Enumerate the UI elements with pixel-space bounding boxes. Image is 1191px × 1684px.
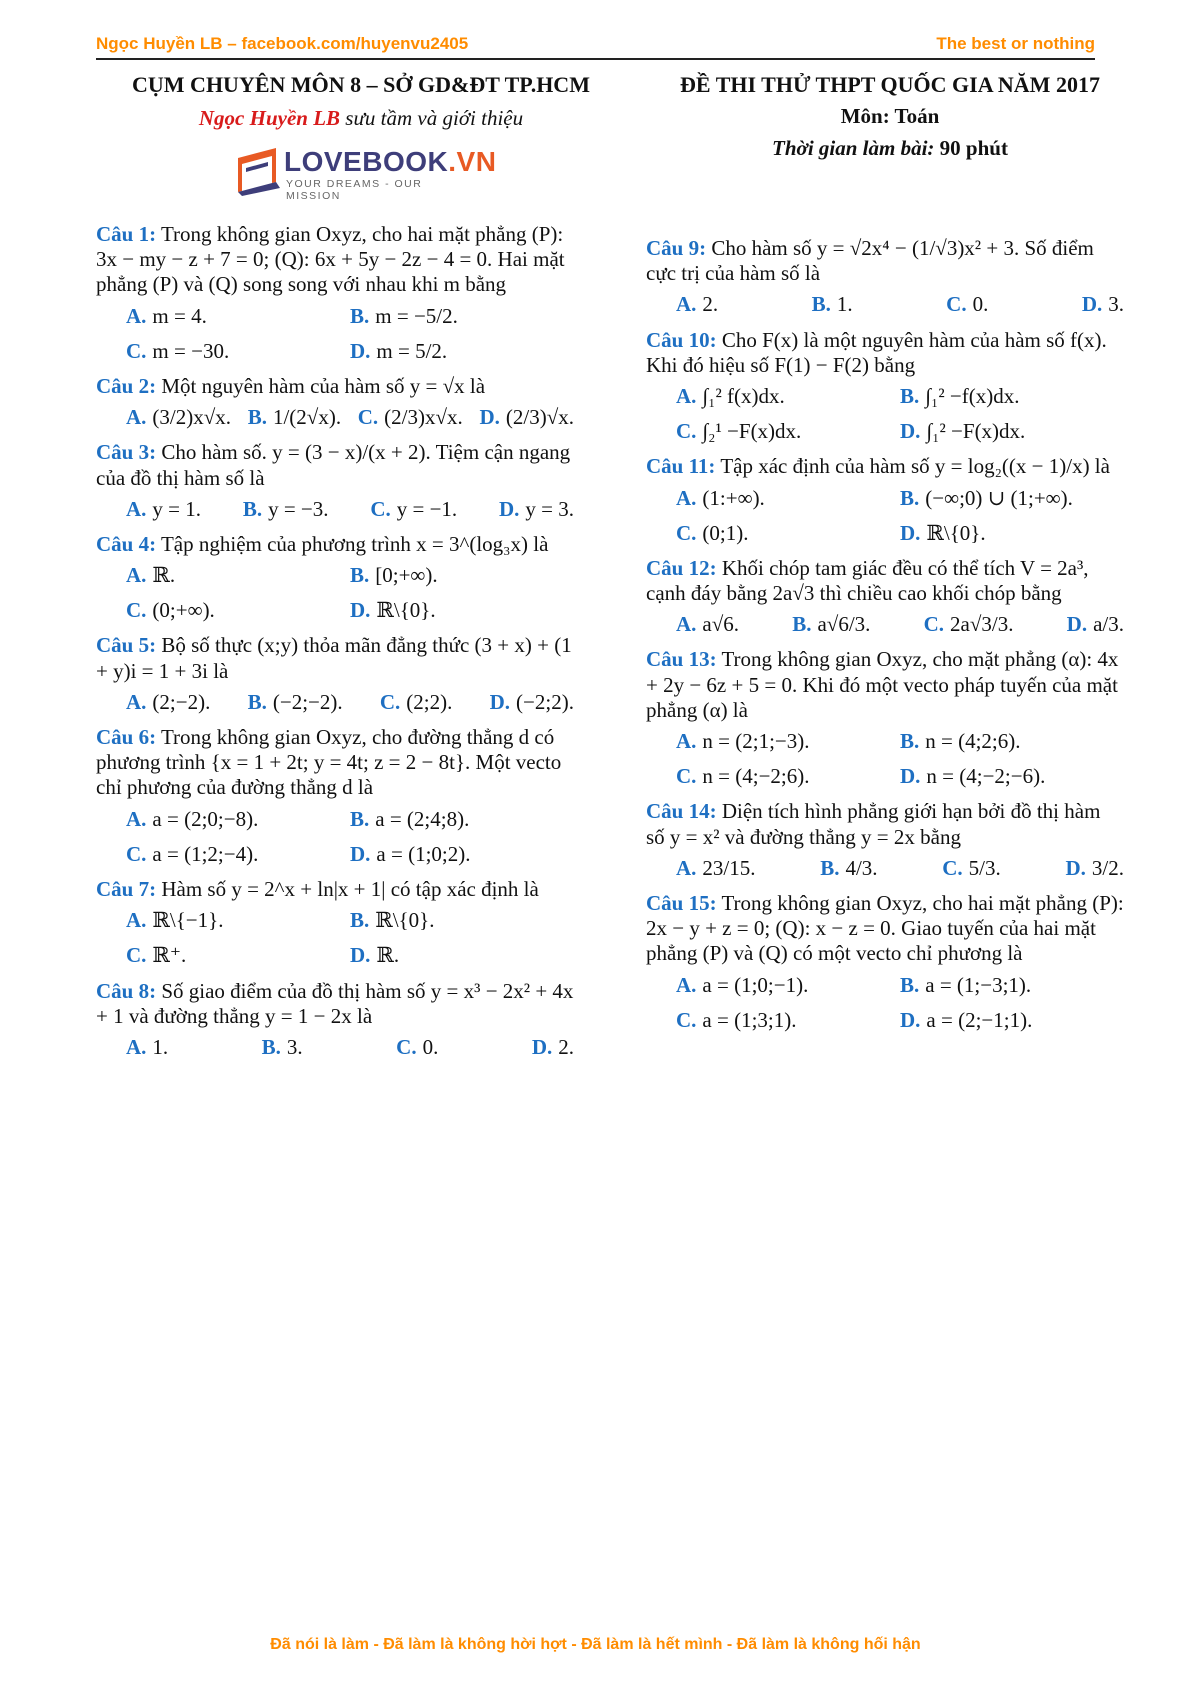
option-value: [0;+∞). xyxy=(375,563,438,588)
option-letter: C. xyxy=(126,841,147,866)
question-block xyxy=(646,556,1124,638)
option-letter: C. xyxy=(370,496,391,521)
answer-options xyxy=(646,856,1124,881)
option-value: (2;2). xyxy=(406,689,453,714)
option-value: a = (2;−1;1). xyxy=(926,1007,1033,1032)
logo-wordmark: LOVEBOOK.VN xyxy=(284,146,497,177)
option-letter: A. xyxy=(676,729,697,753)
question-label: Câu 10: xyxy=(646,327,717,352)
answer-option[interactable] xyxy=(126,908,350,933)
question-block xyxy=(646,647,1124,789)
option-value: y = −3. xyxy=(268,496,329,521)
option-letter: C. xyxy=(676,520,697,545)
question-stem: Bộ số thực (x;y) thỏa mãn đẳng thức (3 + x) + (1 + y)i = 1 + 3i là xyxy=(96,633,572,683)
question-label: Câu 5: xyxy=(96,633,157,658)
option-value: (2/3)√x. xyxy=(505,405,574,430)
option-letter: D. xyxy=(1081,292,1103,317)
answer-option[interactable] xyxy=(380,690,453,715)
option-value: 3. xyxy=(1108,292,1124,317)
answer-options xyxy=(96,1035,574,1060)
option-letter: D. xyxy=(900,520,921,545)
option-value: ℝ\{0}. xyxy=(376,598,436,623)
option-value: 2. xyxy=(558,1034,574,1059)
option-letter: B. xyxy=(900,485,920,510)
question-text xyxy=(96,374,574,399)
option-value: a = (2;4;8). xyxy=(375,806,470,831)
answer-options xyxy=(96,690,574,715)
option-letter: D. xyxy=(900,764,921,789)
answer-option[interactable] xyxy=(900,764,1124,789)
answer-option[interactable] xyxy=(676,384,900,409)
option-value: 3/2. xyxy=(1091,855,1124,880)
option-letter: A. xyxy=(126,689,147,714)
answer-option[interactable] xyxy=(532,1035,574,1060)
option-value: (2/3)x√x. xyxy=(384,405,463,430)
option-value: a/3. xyxy=(1093,612,1124,637)
option-value: y = −1. xyxy=(396,496,458,521)
option-letter: D. xyxy=(531,1034,553,1059)
exam-cluster-title: CỤM CHUYÊN MÔN 8 – SỞ GD&ĐT TP.HCM xyxy=(132,72,590,97)
option-value: n = (4;−2;−6). xyxy=(926,764,1046,789)
answer-option[interactable] xyxy=(676,1008,900,1033)
answer-option[interactable] xyxy=(820,856,877,881)
option-letter: A. xyxy=(126,405,147,430)
option-value: a = (2;0;−8). xyxy=(152,806,259,831)
option-letter: D. xyxy=(350,338,371,363)
option-letter: C. xyxy=(357,405,379,430)
answer-option[interactable] xyxy=(792,612,870,637)
question-stem: Trong không gian Oxyz, cho đường thẳng d có phương trình {x = 1 + 2t; y = 4t; z = 2 − 8t}. Một vecto chỉ phương của đường thẳng d là xyxy=(96,725,562,800)
option-letter: A. xyxy=(676,855,697,880)
question-label: Câu 3: xyxy=(96,440,157,465)
right-question-column xyxy=(646,236,1124,1043)
answer-option[interactable] xyxy=(126,1035,168,1060)
question-label: Câu 9: xyxy=(646,236,707,260)
question-text xyxy=(646,556,1124,606)
option-value: a = (1;3;1). xyxy=(702,1007,797,1032)
answer-option[interactable] xyxy=(248,405,341,430)
question-text xyxy=(96,725,574,801)
question-text xyxy=(646,647,1124,723)
question-label: Câu 12: xyxy=(646,555,717,580)
option-value: a = (1;2;−4). xyxy=(152,841,259,866)
question-text xyxy=(96,877,574,902)
option-letter: C. xyxy=(676,419,697,444)
option-value: a√6/3. xyxy=(817,612,871,637)
answer-option[interactable] xyxy=(126,807,350,832)
option-letter: B. xyxy=(350,563,370,588)
question-stem: Cho hàm số. y = (3 − x)/(x + 2). Tiệm cận ngang của đồ thị hàm số là xyxy=(96,440,571,490)
option-value: ℝ. xyxy=(152,563,176,588)
answer-option[interactable] xyxy=(946,292,988,317)
option-letter: C. xyxy=(396,1034,417,1059)
option-letter: A. xyxy=(126,806,147,831)
option-value: m = −30. xyxy=(152,338,230,363)
option-letter: A. xyxy=(676,292,697,317)
answer-option[interactable] xyxy=(676,764,900,789)
option-value: (−∞;0) ∪ (1;+∞). xyxy=(925,485,1073,510)
left-question-column xyxy=(96,222,574,1070)
book-logo-icon xyxy=(236,144,282,196)
question-block xyxy=(646,891,1124,1033)
option-value: 0. xyxy=(422,1034,439,1059)
question-stem: Hàm số y = 2^x + ln|x + 1| có tập xác định là xyxy=(161,876,539,901)
option-value: a = (1;0;−1). xyxy=(702,972,809,997)
answer-options xyxy=(96,497,574,522)
option-value: 5/3. xyxy=(968,855,1001,880)
option-value: (0;+∞). xyxy=(152,598,215,623)
option-letter: B. xyxy=(242,496,263,521)
question-label: Câu 4: xyxy=(96,531,157,556)
curator-note: sưu tầm và giới thiệu xyxy=(340,106,524,130)
question-stem: Khối chóp tam giác đều có thể tích V = 2a³, cạnh đáy bằng 2a√3 thì chiều cao khối chóp bằng xyxy=(646,555,1089,606)
option-value: ℝ. xyxy=(376,943,400,968)
answer-option[interactable] xyxy=(676,973,900,998)
option-value: (0;1). xyxy=(702,520,749,545)
question-text xyxy=(646,236,1124,286)
question-text xyxy=(96,222,574,298)
answer-option[interactable] xyxy=(900,729,1124,754)
question-label: Câu 8: xyxy=(96,978,157,1003)
option-value: m = 4. xyxy=(152,303,207,328)
question-block xyxy=(646,454,1124,546)
option-letter: B. xyxy=(900,729,920,753)
answer-option[interactable] xyxy=(262,1035,303,1060)
answer-option[interactable] xyxy=(900,384,1124,409)
curator-credit xyxy=(96,106,626,131)
question-text xyxy=(646,328,1124,378)
option-value: 2. xyxy=(702,292,719,317)
option-letter: D. xyxy=(1065,855,1086,880)
option-value: m = 5/2. xyxy=(376,338,448,363)
question-stem: Diện tích hình phẳng giới hạn bởi đồ thị hàm số y = x² và đường thẳng y = 2x bằng xyxy=(646,799,1101,849)
question-stem: Số giao điểm của đồ thị hàm số y = x³ − 2x² + 4x + 1 và đường thẳng y = 1 − 2x là xyxy=(96,978,574,1028)
answer-option[interactable] xyxy=(1065,856,1124,881)
answer-option[interactable] xyxy=(490,690,574,715)
option-value: a = (1;−3;1). xyxy=(925,972,1032,997)
question-block xyxy=(96,532,574,624)
question-text xyxy=(96,979,574,1029)
question-label: Câu 11: xyxy=(646,454,716,479)
option-letter: B. xyxy=(247,405,267,430)
option-letter: D. xyxy=(1066,612,1088,637)
option-letter: D. xyxy=(350,943,371,968)
option-value: 1/(2√x). xyxy=(272,405,342,430)
answer-option[interactable] xyxy=(676,729,900,754)
answer-option[interactable] xyxy=(924,612,1014,637)
option-value: ∫₁² f(x)dx. xyxy=(702,383,785,408)
answer-option[interactable] xyxy=(126,690,210,715)
answer-options xyxy=(96,405,574,430)
option-value: 1. xyxy=(152,1034,169,1059)
option-value: a = (1;0;2). xyxy=(376,841,471,866)
question-block xyxy=(96,633,574,715)
option-value: (1:+∞). xyxy=(702,485,765,510)
option-letter: D. xyxy=(489,689,511,714)
question-text xyxy=(646,799,1124,849)
header-divider xyxy=(96,58,1095,60)
question-stem: Tập nghiệm của phương trình x = 3^(log₃x) là xyxy=(160,531,549,556)
answer-option[interactable] xyxy=(499,497,574,522)
option-value: 2a√3/3. xyxy=(950,612,1014,637)
header-motto: The best or nothing xyxy=(936,34,1095,53)
answer-option[interactable] xyxy=(676,486,900,511)
question-block xyxy=(646,799,1124,881)
question-text xyxy=(646,891,1124,967)
question-label: Câu 2: xyxy=(96,373,157,398)
option-letter: C. xyxy=(126,338,147,363)
header-source: Ngọc Huyền LB – facebook.com/huyenvu2405 xyxy=(96,34,469,53)
answer-option[interactable] xyxy=(126,943,350,968)
lovebook-logo xyxy=(236,144,497,202)
question-block xyxy=(96,725,574,867)
answer-option[interactable] xyxy=(900,1008,1124,1033)
option-letter: B. xyxy=(811,292,831,317)
option-value: ℝ⁺. xyxy=(152,943,187,968)
option-value: y = 3. xyxy=(525,496,574,521)
option-value: y = 1. xyxy=(152,496,202,521)
answer-option[interactable] xyxy=(350,943,574,968)
option-letter: B. xyxy=(350,303,370,328)
answer-option[interactable] xyxy=(900,419,1124,444)
option-letter: B. xyxy=(820,855,840,880)
question-text xyxy=(96,633,574,683)
footer-slogan: Đã nói là làm - Đã làm là không hời hợt - Đã làm là hết mình - Đã làm là không hối hận xyxy=(270,1636,921,1653)
option-value: (2;−2). xyxy=(152,689,211,714)
question-label: Câu 6: xyxy=(96,725,157,749)
option-letter: B. xyxy=(792,612,812,637)
option-value: 4/3. xyxy=(845,855,878,880)
option-value: n = (4;2;6). xyxy=(925,729,1021,753)
option-letter: B. xyxy=(350,806,370,831)
option-value: ∫₁² −f(x)dx. xyxy=(925,383,1020,408)
option-letter: D. xyxy=(350,841,371,866)
answer-options xyxy=(96,563,574,623)
answer-option[interactable] xyxy=(243,497,329,522)
option-value: 0. xyxy=(972,292,989,317)
option-letter: D. xyxy=(498,496,520,521)
exam-title: ĐỀ THI THỬ THPT QUỐC GIA NĂM 2017 xyxy=(680,72,1100,97)
answer-option[interactable] xyxy=(350,339,574,364)
question-block xyxy=(96,979,574,1061)
answer-option[interactable] xyxy=(676,856,756,881)
question-stem: Tập xác định của hàm số y = log₂((x − 1)/x) là xyxy=(720,454,1110,479)
answer-options xyxy=(96,304,574,364)
option-letter: A. xyxy=(676,972,697,997)
answer-options xyxy=(646,729,1124,789)
answer-option[interactable] xyxy=(812,292,853,317)
answer-option[interactable] xyxy=(350,563,574,588)
question-block xyxy=(646,328,1124,445)
option-letter: A. xyxy=(676,612,697,637)
question-stem: Trong không gian Oxyz, cho mặt phẳng (α): 4x + 2y − 6z + 5 = 0. Khi đó một vecto pháp tuyến của mặt phẳng (α) là xyxy=(646,647,1119,722)
answer-option[interactable] xyxy=(126,598,350,623)
option-value: 3. xyxy=(286,1034,303,1059)
answer-options xyxy=(96,807,574,867)
option-value: 23/15. xyxy=(702,855,756,880)
option-letter: C. xyxy=(126,598,147,623)
answer-option[interactable] xyxy=(479,405,574,430)
option-value: a√6. xyxy=(702,612,740,637)
option-value: (3/2)x√x. xyxy=(152,405,232,430)
question-label: Câu 13: xyxy=(646,647,717,672)
answer-option[interactable] xyxy=(350,908,574,933)
answer-option[interactable] xyxy=(1082,292,1124,317)
question-label: Câu 1: xyxy=(96,222,157,246)
answer-options xyxy=(646,486,1124,546)
option-value: ℝ\{−1}. xyxy=(152,908,224,933)
option-letter: A. xyxy=(676,383,697,408)
option-value: ∫₁² −F(x)dx. xyxy=(926,419,1026,444)
answer-option[interactable] xyxy=(126,842,350,867)
answer-option[interactable] xyxy=(350,807,574,832)
answer-option[interactable] xyxy=(126,497,201,522)
option-letter: C. xyxy=(126,943,147,968)
option-letter: A. xyxy=(126,303,147,328)
answer-option[interactable] xyxy=(350,304,574,329)
option-letter: B. xyxy=(900,383,920,408)
answer-option[interactable] xyxy=(676,292,718,317)
question-text xyxy=(96,440,574,490)
question-stem: Cho F(x) là một nguyên hàm của hàm số f(x). Khi đó hiệu số F(1) − F(2) bằng xyxy=(646,327,1107,377)
answer-options xyxy=(646,292,1124,317)
option-letter: B. xyxy=(261,1034,281,1059)
question-block xyxy=(96,222,574,364)
exam-subject: Môn: Toán xyxy=(840,104,940,128)
option-letter: C. xyxy=(379,689,401,714)
option-letter: A. xyxy=(126,563,147,588)
question-text xyxy=(96,532,574,557)
option-letter: A. xyxy=(126,908,147,933)
answer-option[interactable] xyxy=(126,339,350,364)
answer-option[interactable] xyxy=(126,563,350,588)
option-value: ∫₂¹ −F(x)dx. xyxy=(702,419,802,444)
answer-option[interactable] xyxy=(396,1035,438,1060)
option-letter: C. xyxy=(923,612,945,637)
curator-name: Ngọc Huyền LB xyxy=(198,106,341,130)
answer-option[interactable] xyxy=(942,856,1001,881)
answer-option[interactable] xyxy=(370,497,457,522)
answer-option[interactable] xyxy=(126,405,231,430)
option-value: (−2;2). xyxy=(516,689,574,714)
question-stem: Trong không gian Oxyz, cho hai mặt phẳng (P): 3x − my − z + 7 = 0; (Q): 6x + 5y − 2z − 4 = 0. Hai mặt phẳng (P) và (Q) song song với nhau khi m bằng xyxy=(96,222,565,297)
answer-option[interactable] xyxy=(900,486,1124,511)
question-label: Câu 14: xyxy=(646,799,717,824)
option-value: (−2;−2). xyxy=(272,689,343,714)
question-stem: Một nguyên hàm của hàm số y = √x là xyxy=(161,373,486,398)
answer-option[interactable] xyxy=(350,842,574,867)
option-letter: D. xyxy=(479,405,500,430)
option-letter: B. xyxy=(350,908,370,933)
question-block xyxy=(96,374,574,430)
option-letter: B. xyxy=(900,972,920,997)
answer-option[interactable] xyxy=(900,521,1124,546)
option-value: ℝ\{0}. xyxy=(926,520,986,545)
question-stem: Cho hàm số y = √2x⁴ − (1/√3)x² + 3. Số điểm cực trị của hàm số là xyxy=(646,236,1094,286)
option-value: 1. xyxy=(836,292,853,317)
option-letter: D. xyxy=(900,419,921,444)
answer-option[interactable] xyxy=(358,405,463,430)
option-value: m = −5/2. xyxy=(375,303,458,328)
question-block xyxy=(646,236,1124,318)
option-letter: C. xyxy=(676,1007,697,1032)
question-label: Câu 15: xyxy=(646,890,717,915)
exam-duration: Thời gian làm bài: 90 phút xyxy=(772,136,1008,160)
option-letter: B. xyxy=(247,689,267,714)
answer-option[interactable] xyxy=(676,612,739,637)
option-value: n = (2;1;−3). xyxy=(702,729,810,753)
option-letter: C. xyxy=(676,764,697,789)
answer-options xyxy=(646,973,1124,1033)
option-value: n = (4;−2;6). xyxy=(702,764,810,789)
answer-option[interactable] xyxy=(126,304,350,329)
option-letter: A. xyxy=(126,1034,147,1059)
answer-option[interactable] xyxy=(676,521,900,546)
question-block xyxy=(96,877,574,969)
answer-option[interactable] xyxy=(248,690,343,715)
answer-option[interactable] xyxy=(350,598,574,623)
answer-options xyxy=(646,384,1124,444)
option-letter: D. xyxy=(900,1007,921,1032)
question-stem: Trong không gian Oxyz, cho hai mặt phẳng (P): 2x − y + z = 0; (Q): x − z = 0. Giao tuyến của hai mặt phẳng (P) và (Q) có một vecto chỉ phương là xyxy=(646,890,1124,966)
question-block xyxy=(96,440,574,522)
logo-tagline: YOUR DREAMS - OUR MISSION xyxy=(286,178,423,202)
answer-options xyxy=(96,908,574,968)
answer-option[interactable] xyxy=(676,419,900,444)
option-letter: A. xyxy=(126,496,147,521)
answer-options xyxy=(646,612,1124,637)
option-letter: C. xyxy=(942,855,963,880)
answer-option[interactable] xyxy=(1067,612,1124,637)
option-letter: A. xyxy=(676,485,697,510)
question-label: Câu 7: xyxy=(96,876,157,901)
option-letter: C. xyxy=(946,292,967,317)
option-letter: D. xyxy=(350,598,371,623)
option-value: ℝ\{0}. xyxy=(375,908,435,933)
question-text xyxy=(646,454,1124,479)
answer-option[interactable] xyxy=(900,973,1124,998)
